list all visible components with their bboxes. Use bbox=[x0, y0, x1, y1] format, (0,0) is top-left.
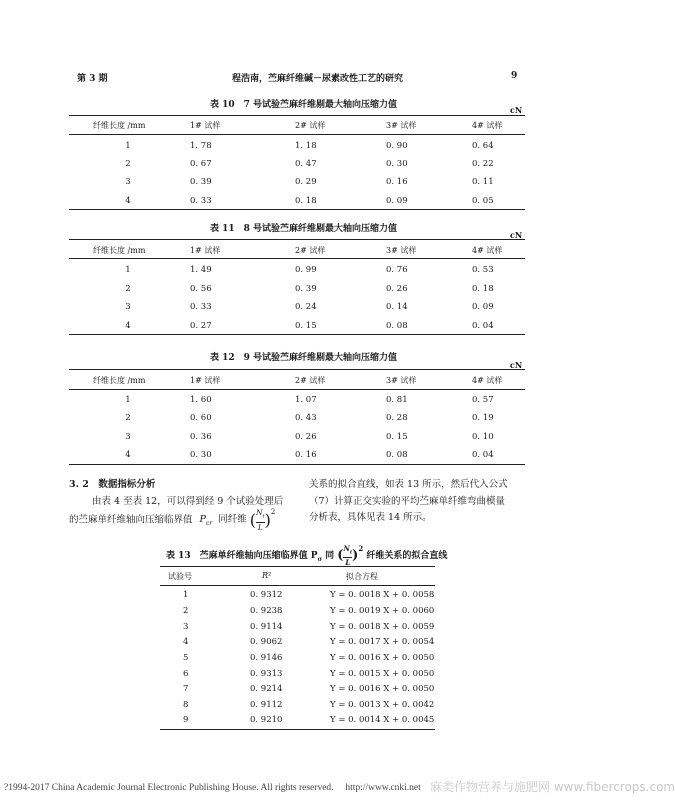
site-watermark: 麻类作物营养与施肥网 www.fibercrops.com bbox=[430, 780, 675, 794]
cell-value: 0. 15 bbox=[386, 432, 408, 442]
cell-length: 2 bbox=[125, 413, 131, 423]
cell-trial: 9 bbox=[183, 715, 189, 725]
copyright-footer: ?1994-2017 China Academic Journal Electronic Publishing House. All rights reserved. http://www.cnki.net bbox=[4, 783, 421, 793]
cell-value: 0. 15 bbox=[295, 321, 317, 331]
cell-length: 4 bbox=[125, 196, 131, 206]
table-header-rule bbox=[69, 134, 525, 135]
cell-value: 0. 64 bbox=[472, 141, 494, 151]
cell-length: 2 bbox=[125, 159, 131, 169]
section-heading: 3. 2 数据指标分析 bbox=[69, 479, 156, 490]
paragraph-line: （7）计算正交实验的平均苎麻单纤维弯曲模量 bbox=[309, 496, 506, 507]
table-title: 表 10 7 号试验苎麻纤维剔最大轴向压缩力值 bbox=[210, 100, 398, 110]
cell-trial: 4 bbox=[183, 637, 189, 647]
cell-length: 2 bbox=[125, 284, 131, 294]
cell-value: 0. 10 bbox=[472, 432, 494, 442]
cell-length: 1 bbox=[125, 141, 131, 151]
table-header-sample-1: 1# 试样 bbox=[190, 121, 221, 130]
symbol-pcr: $P_{cr}$ bbox=[199, 514, 213, 528]
cell-value: 1. 49 bbox=[190, 265, 212, 275]
fraction-n-over-l: $\frac{N_t}{L}$ bbox=[256, 508, 265, 532]
table-header-sample-2: 2# 试样 bbox=[295, 246, 326, 255]
cell-equation: Y = 0. 0016 X + 0. 0050 bbox=[330, 653, 435, 663]
table-top-rule bbox=[160, 566, 435, 567]
cell-value: 0. 30 bbox=[190, 450, 212, 460]
table-top-rule bbox=[69, 369, 525, 370]
cell-value: 0. 39 bbox=[295, 284, 317, 294]
paragraph-line: 的苎麻单纤维轴向压缩临界值 $P_{cr}$ 同纤维 ( $\frac{N_t}{L}$ )$^2$ bbox=[69, 508, 276, 532]
cell-value: 0. 47 bbox=[295, 159, 317, 169]
table-header-sample-3: 3# 试样 bbox=[386, 121, 417, 130]
cell-length: 4 bbox=[125, 450, 131, 460]
cell-r2: 0. 9062 bbox=[250, 637, 283, 647]
table-title: 表 13 苎麻单纤维轴向压缩临界值 $P_\sigma$ 同 ( $\frac{N_t}{L}$ )$^2$ 纤维关系的拟合直线 bbox=[166, 544, 448, 568]
cell-value: 1. 78 bbox=[190, 141, 212, 151]
table-title: 表 12 9 号试验苎麻纤维剔最大轴向压缩力值 bbox=[210, 353, 398, 363]
table-top-rule bbox=[69, 239, 525, 240]
cell-value: 0. 81 bbox=[386, 395, 408, 405]
cell-value: 0. 14 bbox=[386, 302, 408, 312]
cell-value: 0. 08 bbox=[386, 450, 408, 460]
cell-value: 0. 90 bbox=[386, 141, 408, 151]
table-header-sample-1: 1# 试样 bbox=[190, 376, 221, 385]
cell-value: 0. 16 bbox=[295, 450, 317, 460]
table-bottom-rule bbox=[69, 334, 525, 335]
table-header-length: 纤维长度 /mm bbox=[93, 376, 146, 385]
cell-value: 0. 56 bbox=[190, 284, 212, 294]
cell-r2: 0. 9112 bbox=[250, 700, 283, 710]
cell-value: 0. 33 bbox=[190, 196, 212, 206]
cell-value: 0. 43 bbox=[295, 413, 317, 423]
cell-r2: 0. 9238 bbox=[250, 606, 283, 616]
cell-value: 1. 18 bbox=[295, 141, 317, 151]
cell-value: 0. 33 bbox=[190, 302, 212, 312]
table-header-sample-4: 4# 试样 bbox=[472, 121, 503, 130]
cell-value: 0. 53 bbox=[472, 265, 494, 275]
table-top-rule bbox=[69, 115, 525, 116]
cell-trial: 5 bbox=[183, 653, 189, 663]
cell-value: 0. 28 bbox=[386, 413, 408, 423]
cell-trial: 3 bbox=[183, 622, 189, 632]
cell-r2: 0. 9146 bbox=[250, 653, 283, 663]
cell-length: 3 bbox=[125, 432, 131, 442]
cell-value: 0. 22 bbox=[472, 159, 494, 169]
cell-length: 3 bbox=[125, 177, 131, 187]
running-title: 程浩南，苎麻纤维碱－尿素改性工艺的研究 bbox=[232, 74, 404, 84]
table-header-sample-4: 4# 试样 bbox=[472, 246, 503, 255]
table-header-sample-4: 4# 试样 bbox=[472, 376, 503, 385]
cell-value: 0. 26 bbox=[386, 284, 408, 294]
table-unit: cN bbox=[510, 360, 523, 370]
table-header-r2: R² bbox=[262, 571, 272, 580]
cell-r2: 0. 9312 bbox=[250, 590, 283, 600]
cell-value: 0. 57 bbox=[472, 395, 494, 405]
table-header-equation: 拟合方程 bbox=[346, 572, 378, 581]
table-header-sample-1: 1# 试样 bbox=[190, 246, 221, 255]
cell-equation: Y = 0. 0013 X + 0. 0042 bbox=[330, 700, 435, 710]
cell-value: 0. 60 bbox=[190, 413, 212, 423]
cell-value: 0. 04 bbox=[472, 450, 494, 460]
cell-value: 1. 60 bbox=[190, 395, 212, 405]
table-header-rule bbox=[69, 258, 525, 259]
table-unit: cN bbox=[510, 230, 523, 240]
cell-equation: Y = 0. 0014 X + 0. 0045 bbox=[330, 715, 435, 725]
table-header-length: 纤维长度 /mm bbox=[93, 246, 146, 255]
cell-value: 0. 09 bbox=[386, 196, 408, 206]
table-header-rule bbox=[160, 585, 435, 586]
cell-equation: Y = 0. 0019 X + 0. 0060 bbox=[330, 606, 435, 616]
cell-value: 0. 29 bbox=[295, 177, 317, 187]
cell-r2: 0. 9210 bbox=[250, 715, 283, 725]
page-number: 9 bbox=[511, 71, 518, 81]
cell-value: 0. 11 bbox=[472, 177, 494, 187]
table-unit: cN bbox=[510, 105, 523, 115]
cell-r2: 0. 9313 bbox=[250, 669, 283, 679]
issue-label: 第 3 期 bbox=[77, 74, 108, 84]
cell-value: 0. 08 bbox=[386, 321, 408, 331]
cell-value: 0. 18 bbox=[472, 284, 494, 294]
cell-value: 0. 05 bbox=[472, 196, 494, 206]
cell-value: 0. 09 bbox=[472, 302, 494, 312]
cell-value: 0. 76 bbox=[386, 265, 408, 275]
cell-value: 0. 27 bbox=[190, 321, 212, 331]
table-header-trial: 试验号 bbox=[168, 572, 192, 581]
cell-length: 1 bbox=[125, 395, 131, 405]
cell-equation: Y = 0. 0015 X + 0. 0050 bbox=[330, 669, 435, 679]
table-bottom-rule bbox=[160, 729, 435, 730]
cell-equation: Y = 0. 0018 X + 0. 0059 bbox=[330, 622, 435, 632]
cell-value: 0. 67 bbox=[190, 159, 212, 169]
cell-value: 1. 07 bbox=[295, 395, 317, 405]
cell-r2: 0. 9114 bbox=[250, 622, 283, 632]
cell-trial: 2 bbox=[183, 606, 189, 616]
cell-value: 0. 18 bbox=[295, 196, 317, 206]
table-header-sample-3: 3# 试样 bbox=[386, 376, 417, 385]
cell-equation: Y = 0. 0016 X + 0. 0050 bbox=[330, 684, 435, 694]
table-header-sample-2: 2# 试样 bbox=[295, 376, 326, 385]
cell-length: 4 bbox=[125, 321, 131, 331]
cell-value: 0. 16 bbox=[386, 177, 408, 187]
table-bottom-rule bbox=[69, 209, 525, 210]
table-header-sample-2: 2# 试样 bbox=[295, 121, 326, 130]
cell-r2: 0. 9214 bbox=[250, 684, 283, 694]
cell-value: 0. 24 bbox=[295, 302, 317, 312]
table-header-rule bbox=[69, 389, 525, 390]
paragraph-line: 由表 4 至表 12，可以得到经 9 个试验处理后 bbox=[92, 496, 284, 507]
cell-trial: 7 bbox=[183, 684, 189, 694]
cell-length: 3 bbox=[125, 302, 131, 312]
cell-value: 0. 26 bbox=[295, 432, 317, 442]
cell-trial: 8 bbox=[183, 700, 189, 710]
table-title: 表 11 8 号试验苎麻纤维剔最大轴向压缩力值 bbox=[210, 224, 398, 234]
cell-value: 0. 30 bbox=[386, 159, 408, 169]
cell-equation: Y = 0. 0018 X + 0. 0058 bbox=[330, 590, 435, 600]
paragraph-line: 分析表，具体见表 14 所示。 bbox=[309, 512, 432, 523]
table-header-length: 纤维长度 /mm bbox=[93, 121, 146, 130]
cell-trial: 6 bbox=[183, 669, 189, 679]
cell-value: 0. 36 bbox=[190, 432, 212, 442]
table-header-sample-3: 3# 试样 bbox=[386, 246, 417, 255]
cell-equation: Y = 0. 0017 X + 0. 0054 bbox=[330, 637, 435, 647]
table-bottom-rule bbox=[69, 464, 525, 465]
cell-value: 0. 19 bbox=[472, 413, 494, 423]
cell-value: 0. 04 bbox=[472, 321, 494, 331]
paragraph-line: 关系的拟合直线，如表 13 所示，然后代入公式 bbox=[309, 479, 508, 490]
cell-value: 0. 99 bbox=[295, 265, 317, 275]
cell-value: 0. 39 bbox=[190, 177, 212, 187]
cell-trial: 1 bbox=[183, 590, 189, 600]
cell-length: 1 bbox=[125, 265, 131, 275]
